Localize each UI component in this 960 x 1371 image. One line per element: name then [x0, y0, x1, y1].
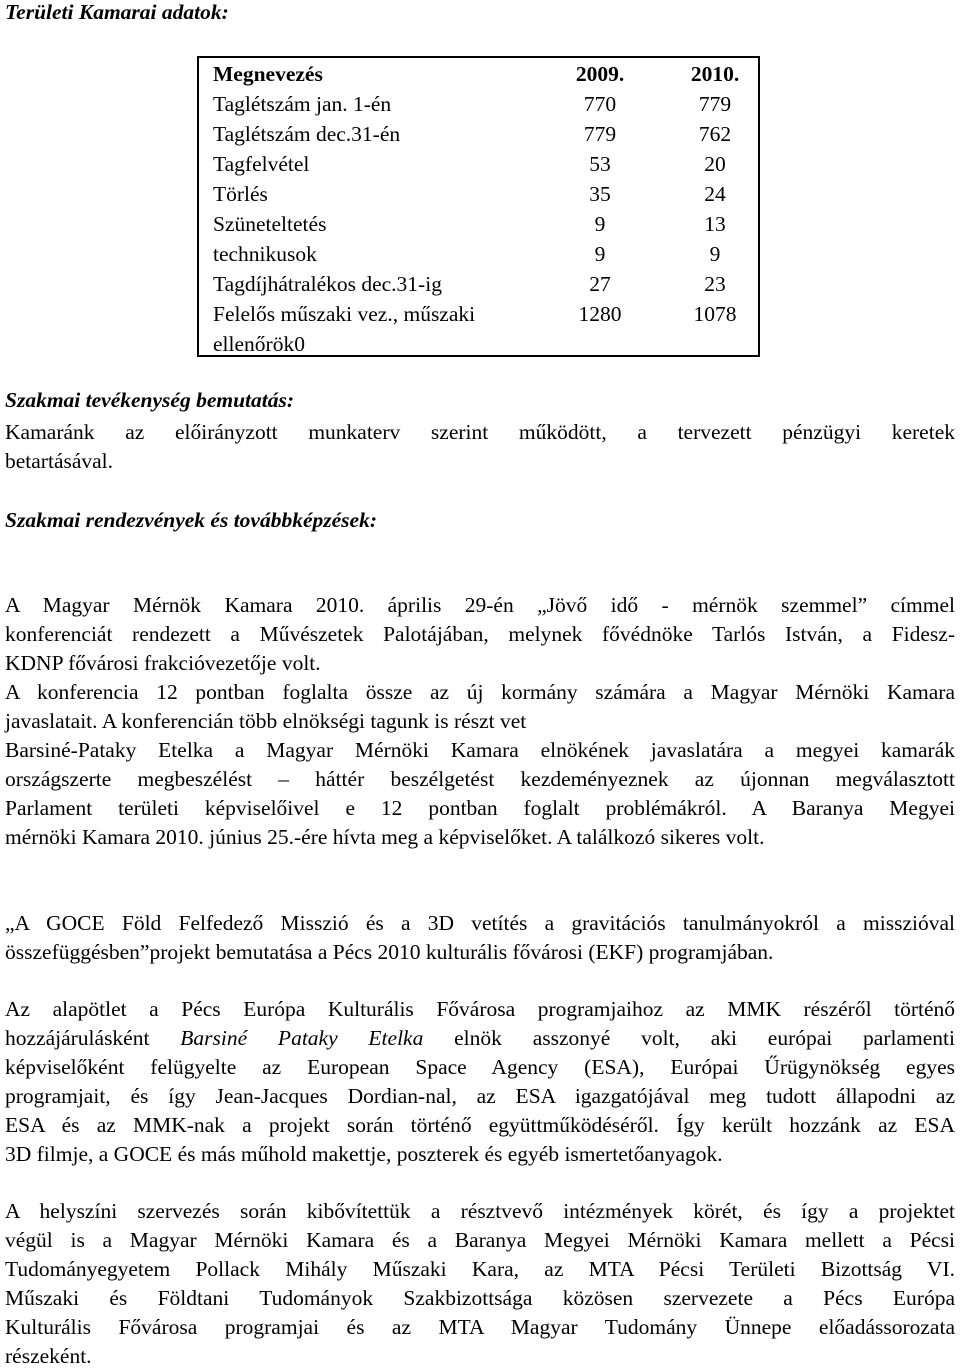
- table-row: [199, 302, 758, 362]
- value-2010: 779: [698, 92, 732, 116]
- row-label: Taglétszám jan. 1-én: [213, 92, 392, 116]
- member-stats-table: [197, 56, 760, 357]
- row-label: Felelős műszaki vez., műszaki: [213, 302, 476, 326]
- value-2009: 27: [589, 272, 611, 296]
- section-heading-tevekenyseg: Szakmai tevékenység bemutatás:: [5, 388, 295, 412]
- value-2009: 1280: [578, 302, 622, 326]
- text-line: betartásával.: [5, 449, 114, 473]
- text-line: ESA és az MMK-nak a projekt során történő együttműködéséről. Így került hozzánk az ESA: [5, 1113, 955, 1137]
- row-label: Taglétszám dec.31-én: [213, 122, 401, 146]
- text-line: képviselőként felügyelte az European Space Agency (ESA), Európai Űrügynökség egyes: [5, 1055, 955, 1079]
- text-line: A Magyar Mérnök Kamara 2010. április 29-én „Jövő idő - mérnök szemmel” címmel: [5, 593, 955, 617]
- value-2009: 779: [583, 122, 617, 146]
- value-2009: 35: [589, 182, 611, 206]
- text-line: 3D filmje, a GOCE és más műhold makettje, poszterek és egyéb ismertetőanyagok.: [5, 1142, 723, 1166]
- row-label: Szüneteltetés: [213, 212, 327, 236]
- text-segment: hozzájárulásként: [5, 1026, 181, 1050]
- text-line: programjait, és így Jean-Jacques Dordian-nal, az ESA igazgatójával meg tudott állapodni az: [5, 1084, 955, 1108]
- text-line: Az alapötlet a Pécs Európa Kulturális Fővárosa programjaihoz az MMK részéről történő: [5, 997, 955, 1021]
- table-row: [199, 272, 758, 302]
- text-line: országszerte megbeszélést – háttér beszélgetést kezdeményeznek az újonnan megválasztott: [5, 767, 955, 791]
- row-label-continued: ellenőrök0: [213, 332, 305, 356]
- text-line-with-italic: [5, 1026, 955, 1051]
- text-line: részeként.: [5, 1344, 92, 1368]
- header-megnevezes: Megnevezés: [213, 62, 323, 86]
- value-2009: 9: [594, 242, 606, 266]
- value-2010: 1078: [693, 302, 737, 326]
- row-label: Tagfelvétel: [213, 152, 310, 176]
- header-2009: 2009.: [575, 62, 625, 86]
- value-2010: 20: [704, 152, 726, 176]
- text-segment: elnök asszonyé volt, aki európai parlamenti: [423, 1026, 955, 1050]
- value-2009: 770: [583, 92, 617, 116]
- value-2010: 13: [704, 212, 726, 236]
- value-2010: 24: [704, 182, 726, 206]
- text-line: konferenciát rendezett a Művészetek Palotájában, melynek fővédnöke Tarlós István, a Fidesz-: [5, 622, 955, 646]
- text-line: A helyszíni szervezés során kibővítettük a résztvevő intézmények körét, és így a projektet: [5, 1199, 955, 1223]
- text-line: „A GOCE Föld Felfedező Misszió és a 3D vetítés a gravitációs tanulmányokról a misszióval: [5, 911, 955, 935]
- value-2010: 762: [698, 122, 732, 146]
- text-line: Műszaki és Földtani Tudományok Szakbizottsága közösen szervezete a Pécs Európa: [5, 1286, 955, 1310]
- text-line: végül is a Magyar Mérnöki Kamara és a Baranya Megyei Mérnöki Kamara mellett a Pécsi: [5, 1228, 955, 1252]
- table-row: [199, 182, 758, 212]
- row-label: Tagdíjhátralékos dec.31-ig: [213, 272, 442, 296]
- text-line: javaslatait. A konferencián több elnökségi tagunk is részt vet: [5, 709, 527, 733]
- header-2010: 2010.: [690, 62, 740, 86]
- person-name-italic: Barsiné Pataky Etelka: [180, 1026, 424, 1050]
- text-line: összefüggésben”projekt bemutatása a Pécs 2010 kulturális fővárosi (EKF) programjában.: [5, 940, 774, 964]
- section-heading-rendezvenyek: Szakmai rendezvények és továbbképzések:: [5, 508, 377, 532]
- table-row: [199, 242, 758, 272]
- value-2009: 53: [589, 152, 611, 176]
- text-line: KDNP fővárosi frakcióvezetője volt.: [5, 651, 321, 675]
- text-line: Parlament területi képviselőivel e 12 pontban foglalt problémákról. A Baranya Megyei: [5, 796, 955, 820]
- row-label: Törlés: [213, 182, 268, 206]
- table-row: [199, 122, 758, 152]
- row-label: technikusok: [213, 242, 317, 266]
- value-2010: 9: [709, 242, 721, 266]
- section-heading-teruleti: Területi Kamarai adatok:: [5, 0, 229, 24]
- table-row: [199, 152, 758, 182]
- value-2010: 23: [704, 272, 726, 296]
- text-line: Tudományegyetem Pollack Mihály Műszaki Kara, az MTA Pécsi Területi Bizottság VI.: [5, 1257, 955, 1281]
- table-row: [199, 212, 758, 242]
- table-row: [199, 92, 758, 122]
- text-line: Barsiné-Pataky Etelka a Magyar Mérnöki Kamara elnökének javaslatára a megyei kamarák: [5, 738, 955, 762]
- text-line: mérnöki Kamara 2010. június 25.-ére hívta meg a képviselőket. A találkozó sikeres volt.: [5, 825, 765, 849]
- table-header-row: [199, 62, 758, 92]
- text-line: Kulturális Fővárosa programjai és az MTA Magyar Tudomány Ünnepe előadássorozata: [5, 1315, 955, 1339]
- text-line: A konferencia 12 pontban foglalta össze az új kormány számára a Magyar Mérnöki Kamara: [5, 680, 955, 704]
- text-line: Kamaránk az előirányzott munkaterv szerint működött, a tervezett pénzügyi keretek: [5, 420, 955, 444]
- value-2009: 9: [594, 212, 606, 236]
